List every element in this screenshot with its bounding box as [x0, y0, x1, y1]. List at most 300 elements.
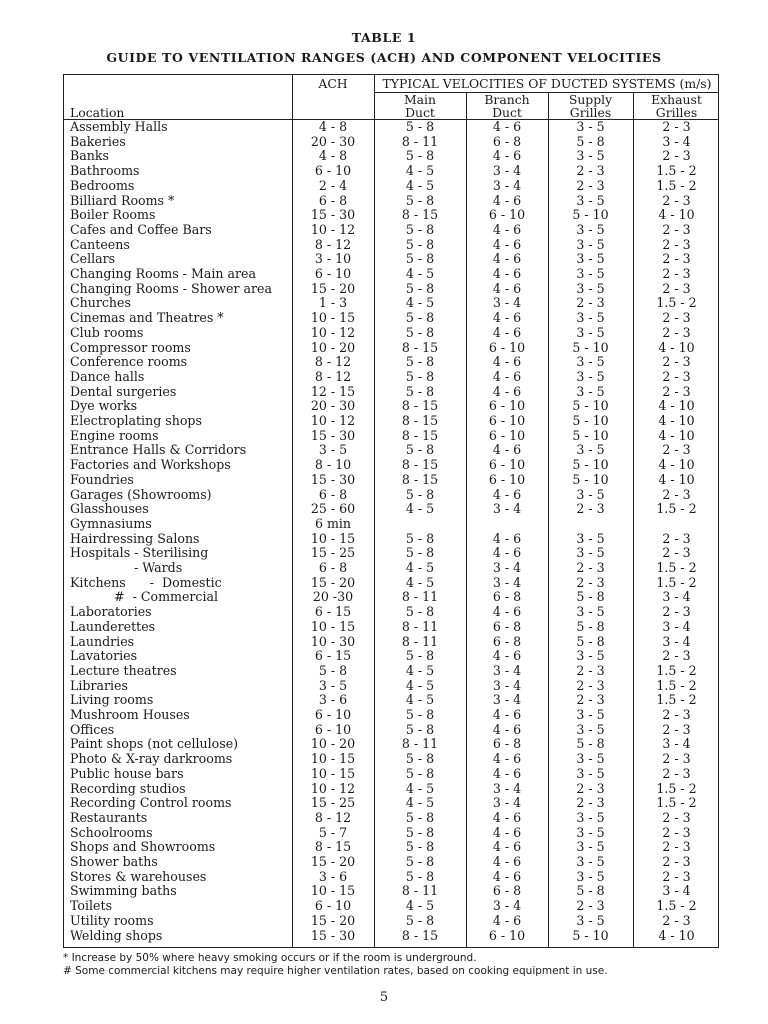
cell-ach: 6 - 10 — [314, 163, 352, 179]
cell-ach: 6 - 10 — [314, 898, 352, 914]
cell-exhaust-grilles: 1.5 - 2 — [656, 501, 697, 517]
cell-branch-duct: 3 - 4 — [492, 780, 522, 796]
cell-main-duct: 4 - 5 — [405, 692, 435, 708]
cell-supply-grilles: 3 - 5 — [576, 809, 605, 825]
cell-supply-grilles: 2 - 3 — [576, 795, 605, 811]
cell-location: Living rooms — [70, 692, 154, 708]
cell-ach: 8 - 10 — [314, 457, 352, 473]
cell-exhaust-grilles: 3 - 4 — [662, 633, 691, 649]
cell-main-duct: 5 - 8 — [405, 839, 435, 855]
cell-exhaust-grilles: 2 - 3 — [662, 148, 691, 164]
cell-supply-grilles: 3 - 5 — [576, 310, 605, 326]
cell-exhaust-grilles: 2 - 3 — [662, 119, 691, 134]
cell-exhaust-grilles: 2 - 3 — [662, 280, 691, 296]
cell-ach: 8 - 12 — [314, 236, 352, 252]
cell-location: Lecture theatres — [70, 662, 177, 678]
cell-branch-duct: 6 - 10 — [488, 398, 526, 414]
table-row — [64, 149, 718, 164]
cell-location: Factories and Workshops — [70, 457, 231, 473]
cell-location: Club rooms — [70, 324, 144, 340]
cell-branch-duct: 4 - 6 — [492, 442, 522, 458]
cell-ach: 20 - 30 — [310, 398, 356, 414]
cell-exhaust-grilles: 2 - 3 — [662, 912, 691, 928]
table-row — [64, 238, 718, 253]
cell-main-duct: 5 - 8 — [405, 765, 435, 781]
cell-branch-duct: 4 - 6 — [492, 148, 522, 164]
table-row — [64, 164, 718, 179]
cell-branch-duct: 4 - 6 — [492, 604, 522, 620]
cell-supply-grilles: 2 - 3 — [576, 177, 605, 193]
cell-main-duct: 8 - 15 — [401, 457, 439, 473]
cell-exhaust-grilles: 3 - 4 — [662, 883, 691, 899]
cell-location: Public house bars — [70, 765, 184, 781]
table-row — [64, 194, 718, 209]
cell-exhaust-grilles: 4 - 10 — [658, 427, 695, 443]
table-row — [64, 811, 718, 826]
cell-ach: 10 - 12 — [310, 324, 356, 340]
table-title: TABLE 1 — [351, 30, 417, 45]
table-row — [64, 414, 718, 429]
cell-ach: 6 - 10 — [314, 721, 352, 737]
cell-location: Changing Rooms - Shower area — [70, 280, 273, 296]
cell-ach: 3 - 6 — [318, 868, 348, 884]
cell-ach: 6 - 15 — [314, 648, 352, 664]
cell-location: Swimming baths — [70, 883, 177, 899]
cell-branch-duct: 6 - 8 — [492, 133, 522, 149]
cell-ach: 4 - 8 — [318, 148, 348, 164]
cell-supply-grilles: 5 - 8 — [576, 133, 605, 149]
cell-ach: 8 - 12 — [314, 354, 352, 370]
cell-branch-duct: 3 - 4 — [492, 163, 522, 179]
cell-ach: 10 - 15 — [310, 751, 356, 767]
header-main-line2: Duct — [405, 105, 435, 120]
cell-ach: 6 min — [314, 515, 352, 531]
cell-exhaust-grilles: 2 - 3 — [662, 368, 691, 384]
cell-supply-grilles: 3 - 5 — [576, 368, 605, 384]
cell-branch-duct: 4 - 6 — [492, 221, 522, 237]
cell-ach: 10 - 15 — [310, 618, 356, 634]
cell-exhaust-grilles: 2 - 3 — [662, 545, 691, 561]
cell-main-duct: 5 - 8 — [405, 148, 435, 164]
cell-branch-duct: 3 - 4 — [492, 560, 522, 575]
cell-supply-grilles: 5 - 8 — [576, 736, 605, 752]
cell-main-duct: 5 - 8 — [405, 442, 435, 458]
table-row — [64, 693, 718, 708]
table-row — [64, 635, 718, 650]
cell-supply-grilles: 3 - 5 — [576, 854, 605, 869]
cell-location: Garages (Showrooms) — [70, 486, 212, 502]
cell-location: - Wards — [70, 560, 183, 575]
cell-main-duct: 5 - 8 — [405, 545, 435, 561]
cell-supply-grilles: 2 - 3 — [576, 662, 605, 678]
cell-branch-duct: 6 - 8 — [492, 633, 522, 649]
cell-branch-duct: 4 - 6 — [492, 192, 522, 208]
cell-supply-grilles: 5 - 8 — [576, 589, 605, 605]
cell-supply-grilles: 3 - 5 — [576, 545, 605, 561]
cell-location: Banks — [70, 148, 109, 164]
header-supply-line1: Supply — [568, 92, 613, 107]
cell-supply-grilles: 3 - 5 — [576, 868, 605, 884]
cell-ach: 5 - 8 — [318, 662, 348, 678]
header-main-duct — [374, 93, 466, 119]
cell-main-duct: 8 - 15 — [401, 339, 439, 355]
cell-branch-duct: 6 - 10 — [488, 413, 526, 428]
cell-location: Kitchens - Domestic — [70, 574, 222, 590]
table-row — [64, 488, 718, 503]
cell-supply-grilles: 2 - 3 — [576, 295, 605, 311]
table-row — [64, 326, 718, 341]
cell-supply-grilles: 2 - 3 — [576, 574, 605, 590]
cell-location: Restaurants — [70, 809, 148, 825]
cell-supply-grilles: 3 - 5 — [576, 707, 605, 722]
cell-supply-grilles: 2 - 3 — [576, 780, 605, 796]
header-branch-duct — [466, 93, 548, 119]
cell-exhaust-grilles: 2 - 3 — [662, 354, 691, 370]
cell-main-duct: 5 - 8 — [405, 809, 435, 825]
cell-exhaust-grilles: 1.5 - 2 — [656, 163, 697, 179]
cell-location: Cinemas and Theatres * — [70, 310, 224, 326]
cell-location: Welding shops — [70, 927, 163, 943]
cell-location: Dental surgeries — [70, 383, 177, 399]
table-row — [64, 385, 718, 400]
cell-branch-duct: 3 - 4 — [492, 295, 522, 311]
cell-ach: 10 - 15 — [310, 883, 356, 899]
cell-ach: 10 - 20 — [310, 339, 356, 355]
cell-exhaust-grilles: 2 - 3 — [662, 839, 691, 855]
table-row — [64, 443, 718, 458]
cell-ach: 20 -30 — [312, 589, 354, 605]
cell-exhaust-grilles: 4 - 10 — [658, 339, 695, 355]
table-row — [64, 899, 718, 914]
cell-ach: 10 - 20 — [310, 736, 356, 752]
cell-location: Electroplating shops — [70, 413, 202, 428]
cell-supply-grilles: 3 - 5 — [576, 280, 605, 296]
cell-exhaust-grilles: 2 - 3 — [662, 442, 691, 458]
cell-exhaust-grilles: 2 - 3 — [662, 310, 691, 326]
cell-main-duct: 5 - 8 — [405, 486, 435, 502]
cell-location: Toilets — [70, 898, 113, 914]
cell-ach: 10 - 30 — [310, 633, 356, 649]
cell-branch-duct: 4 - 6 — [492, 839, 522, 855]
cell-branch-duct: 4 - 6 — [492, 868, 522, 884]
cell-exhaust-grilles: 2 - 3 — [662, 221, 691, 237]
table-row — [64, 296, 718, 311]
cell-exhaust-grilles: 4 - 10 — [658, 927, 695, 943]
cell-supply-grilles: 3 - 5 — [576, 839, 605, 855]
cell-ach: 3 - 5 — [318, 677, 348, 693]
table-row — [64, 355, 718, 370]
cell-location: Churches — [70, 295, 131, 311]
cell-branch-duct: 4 - 6 — [492, 809, 522, 825]
cell-main-duct: 5 - 8 — [405, 354, 435, 370]
cell-location: Mushroom Houses — [70, 707, 190, 722]
cell-exhaust-grilles: 4 - 10 — [658, 398, 695, 414]
cell-ach: 6 - 8 — [318, 192, 348, 208]
cell-main-duct: 5 - 8 — [405, 310, 435, 326]
cell-supply-grilles: 5 - 8 — [576, 883, 605, 899]
table-row — [64, 282, 718, 297]
cell-supply-grilles: 3 - 5 — [576, 530, 605, 546]
cell-supply-grilles: 3 - 5 — [576, 221, 605, 237]
table-row — [64, 590, 718, 605]
cell-main-duct: 4 - 5 — [405, 780, 435, 796]
table-row — [64, 517, 718, 532]
cell-supply-grilles: 2 - 3 — [576, 677, 605, 693]
cell-exhaust-grilles: 2 - 3 — [662, 324, 691, 340]
cell-ach: 3 - 10 — [314, 251, 352, 267]
cell-main-duct: 8 - 15 — [401, 471, 439, 487]
cell-main-duct: 4 - 5 — [405, 662, 435, 678]
cell-supply-grilles: 5 - 10 — [572, 471, 609, 487]
cell-branch-duct: 4 - 6 — [492, 354, 522, 370]
ventilation-table — [63, 74, 719, 948]
table-row — [64, 884, 718, 899]
table-row — [64, 826, 718, 841]
cell-branch-duct: 3 - 4 — [492, 677, 522, 693]
cell-main-duct: 4 - 5 — [405, 677, 435, 693]
footnote-kitchens: # Some commercial kitchens may require higher ventilation rates, based on cooking equipment in use. — [63, 965, 608, 977]
cell-location: Recording studios — [70, 780, 186, 796]
cell-ach: 15 - 25 — [310, 795, 356, 811]
table-row — [64, 546, 718, 561]
cell-location: Entrance Halls & Corridors — [70, 442, 247, 458]
cell-exhaust-grilles: 4 - 10 — [658, 207, 695, 223]
cell-branch-duct: 6 - 10 — [488, 927, 526, 943]
cell-main-duct: 5 - 8 — [405, 236, 435, 252]
table-row — [64, 179, 718, 194]
cell-ach: 6 - 15 — [314, 604, 352, 620]
cell-supply-grilles: 3 - 5 — [576, 324, 605, 340]
cell-branch-duct: 4 - 6 — [492, 854, 522, 869]
cell-supply-grilles: 5 - 8 — [576, 618, 605, 634]
cell-exhaust-grilles: 1.5 - 2 — [656, 560, 697, 575]
cell-supply-grilles: 3 - 5 — [576, 912, 605, 928]
cell-branch-duct: 4 - 6 — [492, 721, 522, 737]
cell-supply-grilles: 3 - 5 — [576, 383, 605, 399]
cell-branch-duct: 4 - 6 — [492, 266, 522, 281]
cell-exhaust-grilles: 1.5 - 2 — [656, 795, 697, 811]
cell-branch-duct: 3 - 4 — [492, 795, 522, 811]
cell-supply-grilles: 5 - 8 — [576, 633, 605, 649]
cell-branch-duct: 4 - 6 — [492, 648, 522, 664]
cell-branch-duct: 4 - 6 — [492, 765, 522, 781]
cell-main-duct: 4 - 5 — [405, 177, 435, 193]
cell-main-duct: 4 - 5 — [405, 501, 435, 517]
cell-ach: 8 - 12 — [314, 809, 352, 825]
cell-location: Laboratories — [70, 604, 152, 620]
cell-branch-duct: 4 - 6 — [492, 310, 522, 326]
cell-location: Engine rooms — [70, 427, 159, 443]
cell-main-duct: 5 - 8 — [405, 221, 435, 237]
cell-supply-grilles: 2 - 3 — [576, 501, 605, 517]
cell-supply-grilles: 3 - 5 — [576, 721, 605, 737]
cell-main-duct: 8 - 11 — [401, 883, 439, 899]
table-row — [64, 135, 718, 150]
cell-main-duct: 4 - 5 — [405, 295, 435, 311]
cell-location: Paint shops (not cellulose) — [70, 736, 239, 752]
cell-branch-duct: 3 - 4 — [492, 662, 522, 678]
cell-main-duct: 5 - 8 — [405, 912, 435, 928]
cell-main-duct: 5 - 8 — [405, 721, 435, 737]
cell-main-duct: 8 - 11 — [401, 589, 439, 605]
cell-supply-grilles: 5 - 10 — [572, 398, 609, 414]
cell-location: Laundries — [70, 633, 135, 649]
cell-ach: 8 - 12 — [314, 368, 352, 384]
cell-ach: 15 - 30 — [310, 207, 356, 223]
cell-ach: 10 - 12 — [310, 780, 356, 796]
table-row — [64, 737, 718, 752]
table-row — [64, 708, 718, 723]
cell-branch-duct: 3 - 4 — [492, 898, 522, 914]
cell-location: Utility rooms — [70, 912, 154, 928]
cell-supply-grilles: 2 - 3 — [576, 898, 605, 914]
cell-branch-duct: 6 - 8 — [492, 883, 522, 899]
cell-ach: 15 - 25 — [310, 545, 356, 561]
cell-location: Cellars — [70, 251, 116, 267]
cell-ach: 8 - 15 — [314, 839, 352, 855]
cell-supply-grilles: 3 - 5 — [576, 192, 605, 208]
cell-branch-duct: 6 - 8 — [492, 618, 522, 634]
cell-ach: 6 - 10 — [314, 266, 352, 281]
cell-supply-grilles: 5 - 10 — [572, 457, 609, 473]
cell-exhaust-grilles: 3 - 4 — [662, 618, 691, 634]
cell-location: Stores & warehouses — [70, 868, 207, 884]
cell-exhaust-grilles: 1.5 - 2 — [656, 574, 697, 590]
cell-location: Recording Control rooms — [70, 795, 232, 811]
table-row — [64, 855, 718, 870]
cell-branch-duct: 3 - 4 — [492, 177, 522, 193]
table-row — [64, 370, 718, 385]
cell-main-duct: 4 - 5 — [405, 795, 435, 811]
table-row — [64, 252, 718, 267]
table-row — [64, 223, 718, 238]
cell-branch-duct: 4 - 6 — [492, 486, 522, 502]
cell-branch-duct: 4 - 6 — [492, 324, 522, 340]
cell-supply-grilles: 3 - 5 — [576, 148, 605, 164]
header-supply-line2: Grilles — [569, 105, 612, 120]
cell-ach: 15 - 30 — [310, 427, 356, 443]
cell-location: Bedrooms — [70, 177, 135, 193]
cell-ach: 15 - 20 — [310, 280, 356, 296]
cell-main-duct: 5 - 8 — [405, 324, 435, 340]
cell-branch-duct: 4 - 6 — [492, 751, 522, 767]
cell-branch-duct: 4 - 6 — [492, 545, 522, 561]
cell-main-duct: 4 - 5 — [405, 560, 435, 575]
cell-location: Boiler Rooms — [70, 207, 156, 223]
table-row — [64, 796, 718, 811]
cell-exhaust-grilles: 4 - 10 — [658, 413, 695, 428]
cell-location: Dance halls — [70, 368, 145, 384]
cell-branch-duct: 3 - 4 — [492, 574, 522, 590]
table-row — [64, 620, 718, 635]
cell-location: Hospitals - Sterilising — [70, 545, 209, 561]
cell-supply-grilles: 3 - 5 — [576, 354, 605, 370]
cell-exhaust-grilles: 1.5 - 2 — [656, 898, 697, 914]
header-branch-line2: Duct — [492, 105, 522, 120]
cell-main-duct: 4 - 5 — [405, 266, 435, 281]
cell-ach: 10 - 15 — [310, 310, 356, 326]
table-subtitle: GUIDE TO VENTILATION RANGES (ACH) AND COMPONENT VELOCITIES — [106, 50, 662, 65]
table-row — [64, 341, 718, 356]
cell-main-duct: 8 - 11 — [401, 133, 439, 149]
cell-exhaust-grilles: 2 - 3 — [662, 824, 691, 840]
cell-branch-duct: 6 - 10 — [488, 427, 526, 443]
table-row — [64, 752, 718, 767]
cell-supply-grilles: 3 - 5 — [576, 648, 605, 664]
table-row — [64, 870, 718, 885]
cell-main-duct: 5 - 8 — [405, 251, 435, 267]
table-row — [64, 399, 718, 414]
cell-exhaust-grilles: 1.5 - 2 — [656, 662, 697, 678]
cell-supply-grilles: 2 - 3 — [576, 692, 605, 708]
cell-supply-grilles: 3 - 5 — [576, 604, 605, 620]
cell-ach: 2 - 4 — [318, 177, 348, 193]
table-row — [64, 267, 718, 282]
cell-exhaust-grilles: 2 - 3 — [662, 809, 691, 825]
cell-ach: 3 - 6 — [318, 692, 348, 708]
table-row — [64, 605, 718, 620]
cell-ach: 10 - 15 — [310, 765, 356, 781]
cell-exhaust-grilles: 2 - 3 — [662, 251, 691, 267]
cell-main-duct: 8 - 15 — [401, 398, 439, 414]
cell-branch-duct: 4 - 6 — [492, 530, 522, 546]
header-branch-line1: Branch — [484, 92, 530, 107]
cell-main-duct: 5 - 8 — [405, 383, 435, 399]
cell-exhaust-grilles: 1.5 - 2 — [656, 677, 697, 693]
table-row — [64, 767, 718, 782]
table-row — [64, 679, 718, 694]
cell-branch-duct: 4 - 6 — [492, 707, 522, 722]
cell-location: Foundries — [70, 471, 134, 487]
cell-location: Launderettes — [70, 618, 156, 634]
cell-main-duct: 5 - 8 — [405, 648, 435, 664]
cell-ach: 4 - 8 — [318, 119, 348, 134]
cell-location: Glasshouses — [70, 501, 149, 517]
cell-supply-grilles: 2 - 3 — [576, 163, 605, 179]
cell-branch-duct: 3 - 4 — [492, 692, 522, 708]
cell-ach: 10 - 12 — [310, 413, 356, 428]
cell-exhaust-grilles: 2 - 3 — [662, 868, 691, 884]
cell-ach: 1 - 3 — [318, 295, 348, 311]
cell-location: Lavatories — [70, 648, 138, 664]
cell-supply-grilles: 3 - 5 — [576, 751, 605, 767]
header-main-line1: Main — [403, 92, 437, 107]
cell-exhaust-grilles: 1.5 - 2 — [656, 177, 697, 193]
cell-ach: 25 - 60 — [310, 501, 356, 517]
cell-ach: 3 - 5 — [318, 442, 348, 458]
cell-main-duct: 8 - 15 — [401, 207, 439, 223]
cell-supply-grilles: 3 - 5 — [576, 486, 605, 502]
cell-supply-grilles: 3 - 5 — [576, 442, 605, 458]
cell-branch-duct: 3 - 4 — [492, 501, 522, 517]
cell-exhaust-grilles: 2 - 3 — [662, 530, 691, 546]
table-row — [64, 782, 718, 797]
cell-location: Shower baths — [70, 854, 158, 869]
cell-location: Gymnasiums — [70, 515, 152, 531]
cell-branch-duct: 6 - 10 — [488, 207, 526, 223]
cell-exhaust-grilles: 3 - 4 — [662, 589, 691, 605]
cell-branch-duct: 4 - 6 — [492, 912, 522, 928]
cell-main-duct: 5 - 8 — [405, 854, 435, 869]
cell-exhaust-grilles: 2 - 3 — [662, 751, 691, 767]
table-row — [64, 929, 718, 944]
cell-supply-grilles: 5 - 10 — [572, 339, 609, 355]
cell-main-duct: 5 - 8 — [405, 707, 435, 722]
cell-location: Canteens — [70, 236, 130, 252]
table-row — [64, 120, 718, 135]
table-row — [64, 840, 718, 855]
cell-exhaust-grilles: 1.5 - 2 — [656, 780, 697, 796]
